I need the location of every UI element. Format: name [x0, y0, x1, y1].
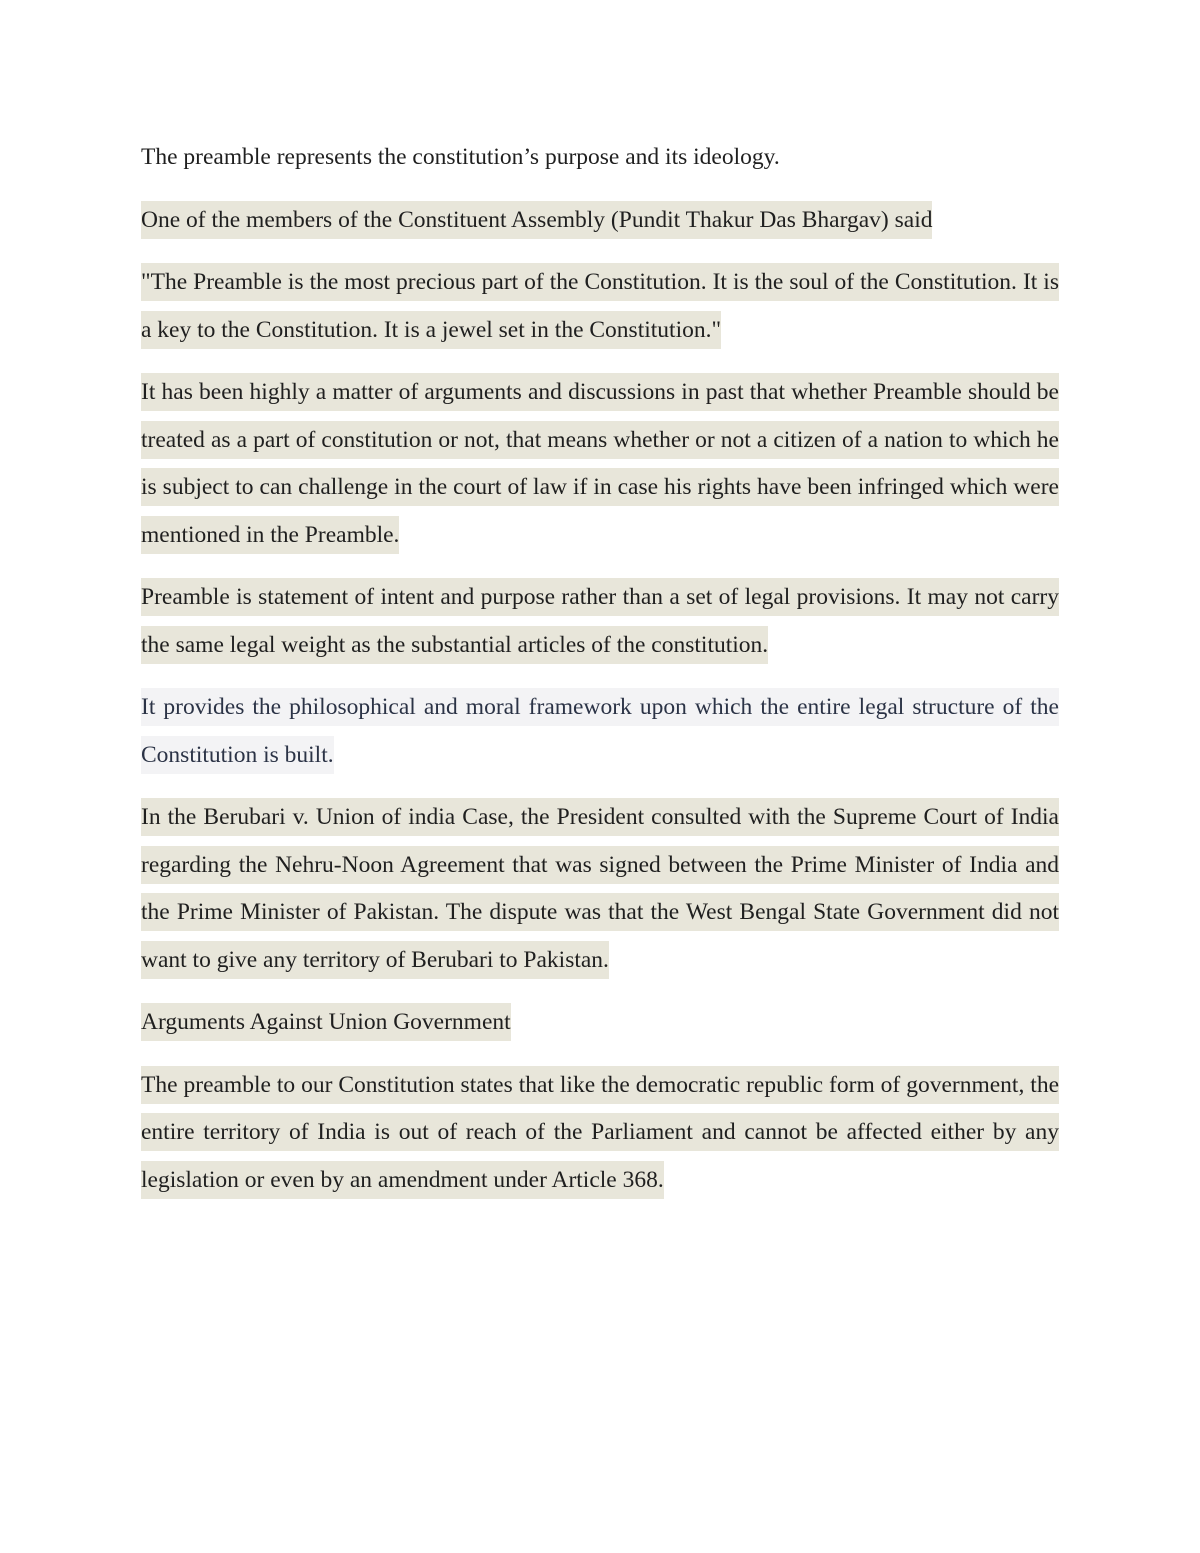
paragraph-statement-of-intent: [141, 574, 1059, 669]
paragraph-preamble-territory: [141, 1062, 1059, 1205]
highlighted-text: It has been highly a matter of arguments and discussions in past that whether Preamble should be treated as a part of constitution or not, that means whether or not a citizen of a nation to which he is subject to can challenge in the court of law if in case his rights have been infringed which were mentioned in the Preamble.: [141, 373, 1059, 554]
section-heading: [141, 999, 1059, 1047]
paragraph-text: The preamble represents the constitution’s purpose and its ideology.: [141, 144, 780, 170]
paragraph-quote: [141, 259, 1059, 354]
highlighted-text: "The Preamble is the most precious part of the Constitution. It is the soul of the Constitution. It is a key to the Constitution. It is a jewel set in the Constitution.": [141, 263, 1059, 349]
highlighted-text: In the Berubari v. Union of india Case, the President consulted with the Supreme Court of India regarding the Nehru-Noon Agreement that was signed between the Prime Minister of India and the Prime Minister of Pakistan. The dispute was that the West Bengal State Government did not want to give any territory of Berubari to Pakistan.: [141, 798, 1059, 979]
paragraph-constituent-assembly: [141, 197, 1059, 245]
highlighted-text: The preamble to our Constitution states that like the democratic republic form of government, the entire territory of India is out of reach of the Parliament and cannot be affected either by any legislation or even by an amendment under Article 368.: [141, 1066, 1059, 1199]
paragraph-berubari: [141, 794, 1059, 984]
paragraph-framework: [141, 684, 1059, 779]
highlighted-text: Arguments Against Union Government: [141, 1003, 511, 1041]
highlighted-text: Preamble is statement of intent and purpose rather than a set of legal provisions. It may not carry the same legal weight as the substantial articles of the constitution.: [141, 578, 1059, 664]
highlighted-text: One of the members of the Constituent Assembly (Pundit Thakur Das Bhargav) said: [141, 201, 932, 239]
document-page: [141, 134, 1059, 1219]
highlighted-text: It provides the philosophical and moral framework upon which the entire legal structure of the Constitution is built.: [141, 688, 1059, 774]
paragraph-intro: [141, 134, 1059, 182]
paragraph-arguments: [141, 369, 1059, 559]
